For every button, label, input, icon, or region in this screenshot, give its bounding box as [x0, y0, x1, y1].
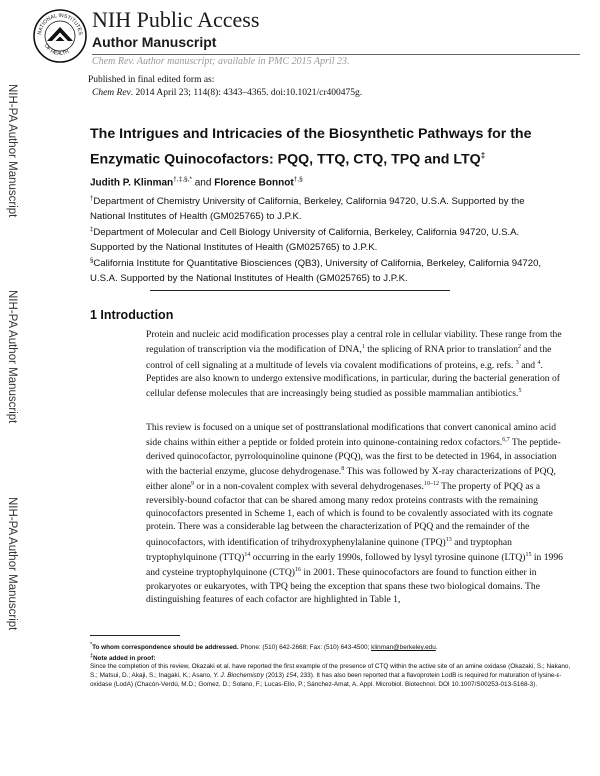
author-klinman-marks[interactable]: †,‡,§,*: [173, 176, 192, 183]
author-bonnot: Florence Bonnot: [214, 177, 294, 189]
citation-journal: Chem Rev: [92, 88, 131, 98]
citation-details: . 2014 April 23; 114(8): 4343–4365. doi:10.1021/cr400475g.: [130, 88, 363, 98]
ref-3[interactable]: 3: [515, 359, 519, 366]
author-klinman: Judith P. Klinman: [90, 177, 174, 189]
intro-paragraph-2: This review is focused on a unique set of posttranslational modifications that convert canonical amino acid side chains within either a peptide or folded protein into quinone-containing redox cofactors.$^{6,7}$ The peptide-derived quinocofactor, pyrroloquinoline quinone (PQQ), was the first to be detected in 1964, in association with the bacterial enzyme, glucose dehydrogenase.$^8$ This was followed by X-ray characterizations of PQQ, either alone$^9$ or in a non-covalent complex with several dehydrogenases.$^{10-12}$ The property of PQQ as a reversibly-bound cofactor that can be shared among many redox proteins contrasts with the remaining quinocofactors presented in Scheme 1, each of which is found to be covalently associated with its cognate protein. There was a considerable lag between the characterization of PQQ and the remainder of the quinocofactors, with identification of trihydroxyphenylalanine quinone (TPQ)$^{13}$ and tryptophan tryptophylquinone (TTQ)$^{14}$ occurring in the early 1990s, followed by lysyl tyrosine quinone (LTQ)$^{15}$ in 1996 and cysteine tryptophylquinone (CTQ)$^{16}$ in 2001. These quinocofactors are found to function either in prokaryotes or eukaryotes, with TPQ being the exception that spans these two biological domains. The distinguishing features of each cofactor are highlighted in Table 1,: [146, 422, 563, 606]
intro-paragraph-1: Protein and nucleic acid modification processes play a central role in cellular viability. These range from the regulation of transcription via the modification of DNA,$^1$ the splicing of RNA prior to translation$^2$ and the control of cell signaling at a multitude of levels via covalent modifications of proteins, e.g. refs. $^3$ and $^4$. Peptides are also known to undergo extensive modifications, in particular, during the bacterial generation of cellular defense molecules that are increasingly being studied as possible mammalian antibiotics.$^5$: [146, 329, 562, 400]
ref-9[interactable]: 9: [191, 481, 195, 488]
pmc-availability-notice: Chem Rev. Author manuscript; available in PMC 2015 April 23.: [92, 56, 350, 67]
ref-5[interactable]: 5: [518, 388, 522, 395]
section-heading-introduction: 1 Introduction: [90, 308, 174, 322]
affiliation-qb3: §California Institute for Quantitative Biosciences (QB3), University of California, Berkeley, California 94720, U.S.A. Supported by the National Institutes of Health (GM025765) to J.P.K.: [90, 258, 542, 284]
title-footnote-mark[interactable]: ‡: [480, 151, 486, 160]
ref-10-12[interactable]: 10–12: [423, 481, 439, 488]
svg-text:NATIONAL INSTITUTES: NATIONAL INSTITUTES: [36, 12, 84, 36]
author-separator: and: [191, 177, 215, 189]
author-list: [90, 176, 303, 188]
affiliation-molecular-cell-biology: ‡Department of Molecular and Cell Biology University of California, Berkeley, California 94720, U.S.A. Supported by the National Institutes of Health (GM025765) to J.P.K.: [90, 227, 520, 253]
nih-seal-logo: [32, 8, 88, 64]
ref-8[interactable]: 8: [341, 465, 345, 472]
side-label-top: NIH-PA Author Manuscript: [6, 84, 18, 218]
svg-text:OF HEALTH: OF HEALTH: [42, 43, 71, 58]
ref-14[interactable]: 14: [244, 552, 251, 558]
correspondence-footnote: *To whom correspondence should be addressed. Phone: (510) 642-2668; Fax: (510) 643-4500; klinman@berkeley.edu.: [90, 642, 438, 652]
footnote-rule: [90, 635, 180, 636]
header-rule: [92, 54, 580, 55]
note-added-in-proof-label: ‡Note added in proof:: [90, 653, 156, 663]
ref-16[interactable]: 16: [294, 567, 301, 574]
ref-15[interactable]: 15: [525, 552, 532, 558]
ref-1[interactable]: 1: [361, 344, 365, 351]
side-label-bottom: NIH-PA Author Manuscript: [6, 497, 18, 631]
nih-public-access-title: NIH Public Access: [92, 7, 260, 32]
citation-line: [92, 88, 362, 98]
ref-2[interactable]: 2: [518, 344, 522, 351]
ref-4[interactable]: 4: [537, 359, 541, 366]
published-form-label: Published in final edited form as:: [88, 75, 215, 85]
ref-6-7[interactable]: 6,7: [502, 437, 510, 444]
email-link[interactable]: klinman@berkeley.edu: [371, 644, 436, 652]
section-separator: [150, 290, 450, 291]
ref-13[interactable]: 13: [445, 536, 452, 543]
author-bonnot-marks[interactable]: †,§: [293, 176, 303, 183]
side-label-middle: NIH-PA Author Manuscript: [6, 290, 18, 424]
note-added-in-proof-text: Since the completion of this review, Okazaki et al. have reported the first example of the presence of CTQ within the active site of an amine oxidase (Okazaki, S.; Nakano, S.; Matsui, D.; Akaji, S.; Inagaki, K.; Asano, Y. J. Biochemistry (2013) 154, 233). It has also been reported that a flavoprotein LodB is required for maturation of lysine-ε-oxidase (LodA) (Chacón-Verdú, M.D.; Gomez, D.; Solano, F.; Lucas-Elío, P.; Sánchez-Amat, A. Appl. Microbiol. Biotechnol. DOI 10.1007/S00253-013-5168-3).: [90, 663, 571, 689]
affiliation-chemistry: †Department of Chemistry University of California, Berkeley, California 94720, U.S.A. Supported by the National Institutes of Health (GM025765) to J.P.K.: [90, 196, 525, 222]
author-manuscript-label: Author Manuscript: [92, 34, 217, 50]
article-title: The Intrigues and Intricacies of the Biosynthetic Pathways for the Enzymatic Quinocofactors: PQQ, TTQ, CTQ, TPQ and LTQ‡: [90, 126, 532, 168]
